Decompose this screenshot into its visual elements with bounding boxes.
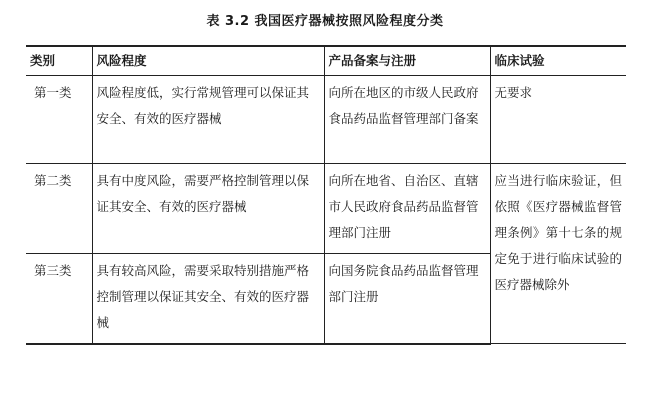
category-cell: 第三类	[26, 254, 92, 344]
registration-cell: 向所在地区的市级人民政府食品药品监督管理部门备案	[324, 76, 490, 164]
clinical-cell-merged: 应当进行临床验证，但依照《医疗器械监督管理条例》第十七条的规定免于进行临床试验的医疗器械除外	[490, 164, 626, 344]
table-row	[26, 76, 626, 164]
table-row	[26, 164, 626, 254]
risk-cell: 具有中度风险，需要严格控制管理以保证其安全、有效的医疗器械	[92, 164, 324, 254]
category-cell: 第一类	[26, 76, 92, 164]
header-category: 类别	[26, 46, 92, 76]
table-caption: 表 3.2 我国医疗器械按照风险程度分类	[206, 14, 444, 29]
header-clinical-trial: 临床试验	[490, 46, 626, 76]
header-risk-level: 风险程度	[92, 46, 324, 76]
category-cell: 第二类	[26, 164, 92, 254]
registration-cell: 向所在地省、自治区、直辖市人民政府食品药品监督管理部门注册	[324, 164, 490, 254]
clinical-cell: 无要求	[490, 76, 626, 164]
risk-classification-table	[26, 45, 626, 345]
risk-cell: 具有较高风险，需要采取特别措施严格控制管理以保证其安全、有效的医疗器械	[92, 254, 324, 344]
risk-cell: 风险程度低，实行常规管理可以保证其安全、有效的医疗器械	[92, 76, 324, 164]
registration-cell: 向国务院食品药品监督管理部门注册	[324, 254, 490, 344]
header-row	[26, 46, 626, 76]
header-registration: 产品备案与注册	[324, 46, 490, 76]
